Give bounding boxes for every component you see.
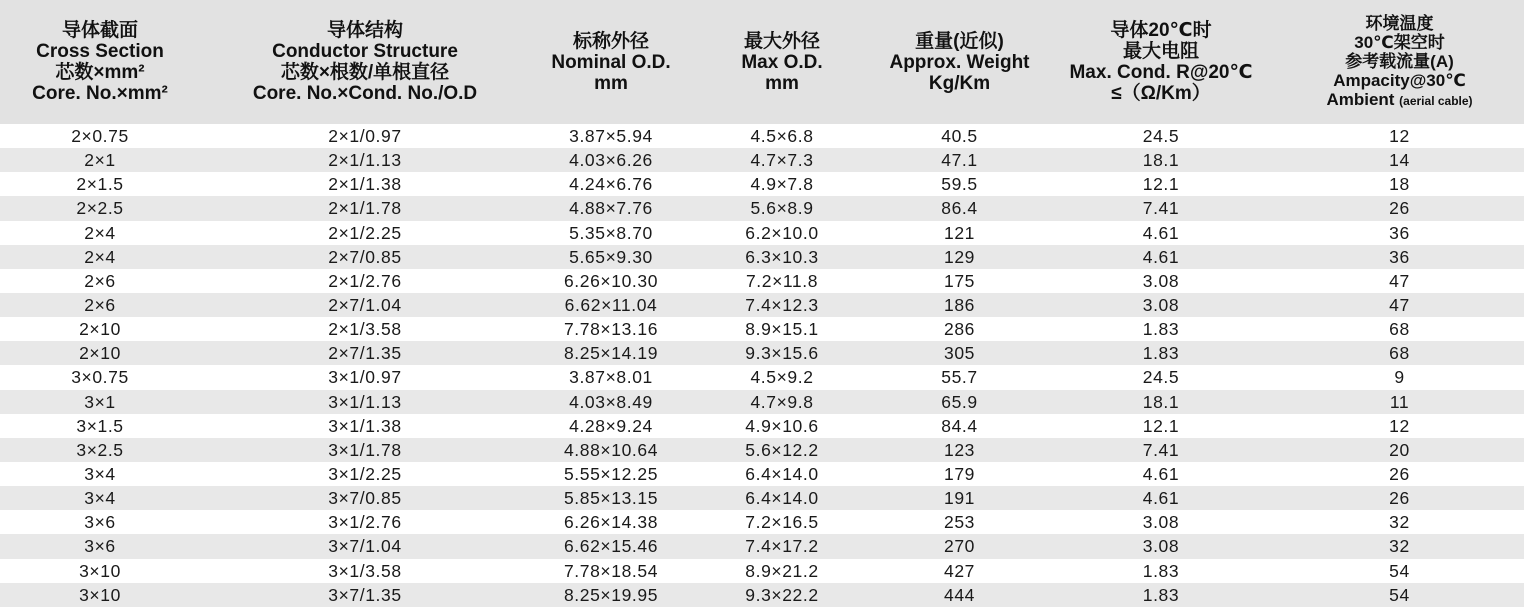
cell-conductor-structure: 3×1/0.97 [328, 367, 402, 388]
cell-max-od: 5.6×8.9 [750, 198, 814, 219]
cell-ampacity: 11 [1389, 391, 1410, 412]
cell-nominal-od: 8.25×14.19 [563, 343, 659, 364]
cell-max-od: 9.3×22.2 [745, 584, 819, 605]
cell-approx-weight: 121 [944, 222, 975, 243]
cell-max-od: 9.3×15.6 [745, 343, 819, 364]
cell-ampacity: 26 [1389, 464, 1410, 485]
cell-conductor-structure: 3×1/2.76 [328, 512, 402, 533]
cell-ampacity: 68 [1389, 343, 1410, 364]
header-approx-weight [872, 0, 1047, 124]
cell-conductor-structure: 3×1/1.78 [328, 439, 402, 460]
cell-ampacity: 12 [1389, 126, 1410, 147]
cell-conductor-structure: 2×1/1.38 [328, 174, 402, 195]
header-line: 最大电阻 [1122, 41, 1199, 62]
cell-cross-section: 3×6 [84, 512, 116, 533]
header-line: 导体结构 [326, 20, 403, 41]
cell-approx-weight: 305 [944, 343, 975, 364]
cell-ampacity: 26 [1389, 198, 1410, 219]
table-row [0, 317, 1524, 341]
cell-approx-weight: 40.5 [941, 126, 978, 147]
cell-approx-weight: 86.4 [941, 198, 978, 219]
cell-max-od: 4.5×6.8 [750, 126, 814, 147]
cell-cross-section: 2×2.5 [76, 198, 124, 219]
header-line: Nominal O.D. [551, 51, 671, 73]
cell-max-od: 8.9×15.1 [745, 319, 819, 340]
cell-ampacity: 12 [1389, 415, 1410, 436]
cell-ampacity: 36 [1389, 222, 1410, 243]
cell-cross-section: 3×1 [84, 391, 116, 412]
cell-nominal-od: 8.25×19.95 [563, 584, 659, 605]
cell-conductor-structure: 3×7/1.04 [328, 536, 402, 557]
cell-ampacity: 68 [1389, 319, 1410, 340]
cell-approx-weight: 444 [944, 584, 975, 605]
cell-conductor-structure: 2×7/0.85 [328, 246, 402, 267]
cell-nominal-od: 6.62×11.04 [564, 295, 658, 316]
cell-nominal-od: 3.87×5.94 [569, 126, 653, 147]
cell-nominal-od: 5.35×8.70 [569, 222, 653, 243]
table-row [0, 124, 1524, 148]
cell-max-od: 6.3×10.3 [745, 246, 819, 267]
cell-nominal-od: 7.78×13.16 [563, 319, 659, 340]
header-line: 芯数×mm² [55, 62, 145, 83]
header-conductor-structure [200, 0, 530, 124]
cell-nominal-od: 4.24×6.76 [569, 174, 653, 195]
cell-ampacity: 20 [1389, 439, 1410, 460]
cell-cross-section: 3×6 [84, 536, 116, 557]
cell-cross-section: 2×1 [84, 150, 116, 171]
header-line: Core. No.×Cond. No./O.D [252, 83, 478, 104]
cell-ampacity: 14 [1389, 150, 1410, 171]
table-row [0, 462, 1524, 486]
cell-ampacity: 18 [1389, 174, 1410, 195]
header-cross-section [0, 0, 200, 124]
cell-max-od: 4.9×10.6 [745, 415, 819, 436]
cell-max-od: 6.4×14.0 [745, 464, 819, 485]
cell-nominal-od: 7.78×18.54 [563, 560, 659, 581]
cell-ampacity: 26 [1389, 488, 1410, 509]
header-aerial-note: (aerial cable) [1399, 93, 1473, 108]
cell-cross-section: 2×4 [84, 222, 116, 243]
cell-cross-section: 3×0.75 [71, 367, 129, 388]
cell-nominal-od: 5.65×9.30 [569, 246, 653, 267]
header-max-resistance [1047, 0, 1275, 124]
header-line: mm [765, 72, 799, 94]
cell-cross-section: 2×6 [84, 270, 116, 291]
header-line: Max O.D. [741, 51, 823, 73]
cell-approx-weight: 186 [944, 295, 975, 316]
cell-max-resistance: 3.08 [1142, 536, 1180, 557]
cell-approx-weight: 65.9 [941, 391, 978, 412]
table-header [0, 0, 1524, 124]
cell-max-resistance: 4.61 [1142, 488, 1180, 509]
header-ampacity [1275, 0, 1524, 124]
table-row [0, 438, 1524, 462]
header-line: ≤（Ω/Km） [1111, 83, 1211, 104]
cell-approx-weight: 55.7 [941, 367, 978, 388]
cell-conductor-structure: 2×7/1.35 [328, 343, 402, 364]
cell-cross-section: 3×4 [84, 464, 116, 485]
cell-max-resistance: 1.83 [1142, 560, 1180, 581]
cell-max-od: 7.2×16.5 [745, 512, 819, 533]
cell-max-od: 8.9×21.2 [745, 560, 819, 581]
cell-max-resistance: 4.61 [1142, 222, 1180, 243]
cell-max-od: 6.4×14.0 [745, 488, 819, 509]
header-nominal-od [530, 0, 692, 124]
cell-conductor-structure: 2×7/1.04 [328, 295, 402, 316]
cell-max-od: 5.6×12.2 [745, 439, 819, 460]
cell-max-resistance: 3.08 [1142, 512, 1180, 533]
table-row [0, 583, 1524, 607]
header-line: Core. No.×mm² [32, 83, 168, 104]
table-row [0, 486, 1524, 510]
cell-max-resistance: 18.1 [1142, 391, 1180, 412]
header-line: 重量(近似) [915, 30, 1004, 52]
header-line: 30℃架空时 [1354, 32, 1445, 52]
cell-cross-section: 2×10 [79, 319, 121, 340]
cell-cross-section: 2×10 [79, 343, 121, 364]
cell-conductor-structure: 2×1/2.25 [328, 222, 402, 243]
cell-cross-section: 3×10 [79, 560, 121, 581]
table-row [0, 414, 1524, 438]
cell-max-resistance: 24.5 [1142, 367, 1180, 388]
header-max-od [692, 0, 872, 124]
cell-approx-weight: 47.1 [941, 150, 978, 171]
table-row [0, 269, 1524, 293]
table-row [0, 534, 1524, 558]
cell-max-resistance: 24.5 [1142, 126, 1180, 147]
cell-max-od: 7.4×12.3 [745, 295, 819, 316]
table-row [0, 390, 1524, 414]
cell-conductor-structure: 3×7/0.85 [328, 488, 402, 509]
cell-cross-section: 2×1.5 [76, 174, 124, 195]
cell-conductor-structure: 2×1/0.97 [328, 126, 402, 147]
cell-max-resistance: 3.08 [1142, 295, 1180, 316]
table-row [0, 510, 1524, 534]
cell-nominal-od: 5.55×12.25 [563, 464, 659, 485]
cell-nominal-od: 4.88×10.64 [563, 439, 659, 460]
header-ambient-text: Ambient [1326, 89, 1395, 109]
cell-approx-weight: 427 [944, 560, 975, 581]
cell-cross-section: 3×10 [79, 584, 121, 605]
table-row [0, 172, 1524, 196]
cell-cross-section: 2×0.75 [71, 126, 129, 147]
cell-ampacity: 47 [1389, 295, 1410, 316]
table-row [0, 221, 1524, 245]
cell-max-od: 4.9×7.8 [750, 174, 814, 195]
cell-max-resistance: 18.1 [1142, 150, 1180, 171]
cell-max-resistance: 1.83 [1142, 584, 1180, 605]
cell-approx-weight: 175 [944, 270, 975, 291]
cell-max-resistance: 12.1 [1142, 174, 1180, 195]
cell-max-od: 7.4×17.2 [745, 536, 819, 557]
header-line: 最大外径 [743, 30, 820, 52]
header-row [0, 0, 1524, 124]
cell-max-od: 4.7×7.3 [750, 150, 814, 171]
cell-approx-weight: 59.5 [941, 174, 978, 195]
cell-conductor-structure: 3×1/1.13 [328, 391, 402, 412]
cell-nominal-od: 4.88×7.76 [569, 198, 653, 219]
cell-approx-weight: 270 [944, 536, 975, 557]
cell-conductor-structure: 3×1/2.25 [328, 464, 402, 485]
cell-nominal-od: 5.85×13.15 [563, 488, 659, 509]
cell-conductor-structure: 2×1/2.76 [328, 270, 402, 291]
cell-approx-weight: 179 [944, 464, 975, 485]
cell-conductor-structure: 2×1/1.78 [328, 198, 402, 219]
cell-max-od: 7.2×11.8 [745, 270, 819, 291]
cell-max-resistance: 4.61 [1142, 464, 1180, 485]
cell-nominal-od: 4.03×6.26 [569, 150, 653, 171]
header-line: Cross Section [36, 41, 164, 62]
cell-cross-section: 3×2.5 [76, 439, 124, 460]
table-row [0, 148, 1524, 172]
header-line: 导体截面 [61, 20, 138, 41]
cell-approx-weight: 286 [944, 319, 975, 340]
table-row [0, 196, 1524, 220]
header-line: Kg/Km [928, 72, 991, 94]
table-row [0, 341, 1524, 365]
cell-max-od: 6.2×10.0 [745, 222, 819, 243]
cell-nominal-od: 3.87×8.01 [569, 367, 653, 388]
table-body [0, 124, 1524, 607]
cell-max-resistance: 1.83 [1142, 319, 1180, 340]
cell-nominal-od: 4.28×9.24 [569, 415, 653, 436]
cell-nominal-od: 6.62×15.46 [563, 536, 659, 557]
cell-ampacity: 36 [1389, 246, 1410, 267]
cell-ampacity: 32 [1389, 536, 1410, 557]
table-row [0, 293, 1524, 317]
cell-cross-section: 3×1.5 [76, 415, 124, 436]
cell-cross-section: 3×4 [84, 488, 116, 509]
cell-nominal-od: 6.26×10.30 [563, 270, 659, 291]
cell-conductor-structure: 2×1/3.58 [328, 319, 402, 340]
header-line: 导体20℃时 [1110, 20, 1212, 41]
cell-conductor-structure: 2×1/1.13 [328, 150, 402, 171]
table-row [0, 559, 1524, 583]
cell-approx-weight: 129 [944, 246, 975, 267]
cell-nominal-od: 4.03×8.49 [569, 391, 653, 412]
header-line: 参考载流量(A) [1345, 51, 1454, 71]
cell-cross-section: 2×6 [84, 295, 116, 316]
cell-approx-weight: 84.4 [941, 415, 978, 436]
cell-max-resistance: 7.41 [1142, 198, 1180, 219]
header-line: Max. Cond. R@20℃ [1069, 62, 1253, 83]
cell-max-resistance: 3.08 [1142, 270, 1180, 291]
cell-conductor-structure: 3×7/1.35 [328, 584, 402, 605]
cell-max-od: 4.5×9.2 [750, 367, 814, 388]
cell-ampacity: 9 [1394, 367, 1405, 388]
cell-max-resistance: 4.61 [1142, 246, 1180, 267]
cell-ampacity: 54 [1389, 584, 1410, 605]
header-line [1277, 90, 1522, 111]
header-line: 标称外径 [572, 30, 649, 52]
cell-approx-weight: 253 [944, 512, 975, 533]
cell-approx-weight: 191 [944, 488, 975, 509]
cell-conductor-structure: 3×1/3.58 [328, 560, 402, 581]
cell-ampacity: 54 [1389, 560, 1410, 581]
cell-max-resistance: 7.41 [1142, 439, 1180, 460]
cell-nominal-od: 6.26×14.38 [563, 512, 659, 533]
cell-ampacity: 32 [1389, 512, 1410, 533]
header-line: Ampacity@30℃ [1333, 70, 1466, 90]
header-line: 芯数×根数/单根直径 [280, 62, 450, 83]
cell-ampacity: 47 [1389, 270, 1410, 291]
cell-max-resistance: 12.1 [1142, 415, 1180, 436]
header-line: Conductor Structure [272, 41, 458, 62]
table-row [0, 365, 1524, 389]
cell-approx-weight: 123 [944, 439, 975, 460]
cell-max-resistance: 1.83 [1142, 343, 1180, 364]
header-line: mm [594, 72, 628, 94]
cell-conductor-structure: 3×1/1.38 [328, 415, 402, 436]
header-line: Approx. Weight [889, 51, 1030, 73]
table-row [0, 245, 1524, 269]
cell-cross-section: 2×4 [84, 246, 116, 267]
cell-max-od: 4.7×9.8 [750, 391, 814, 412]
header-line: 环境温度 [1365, 13, 1434, 33]
